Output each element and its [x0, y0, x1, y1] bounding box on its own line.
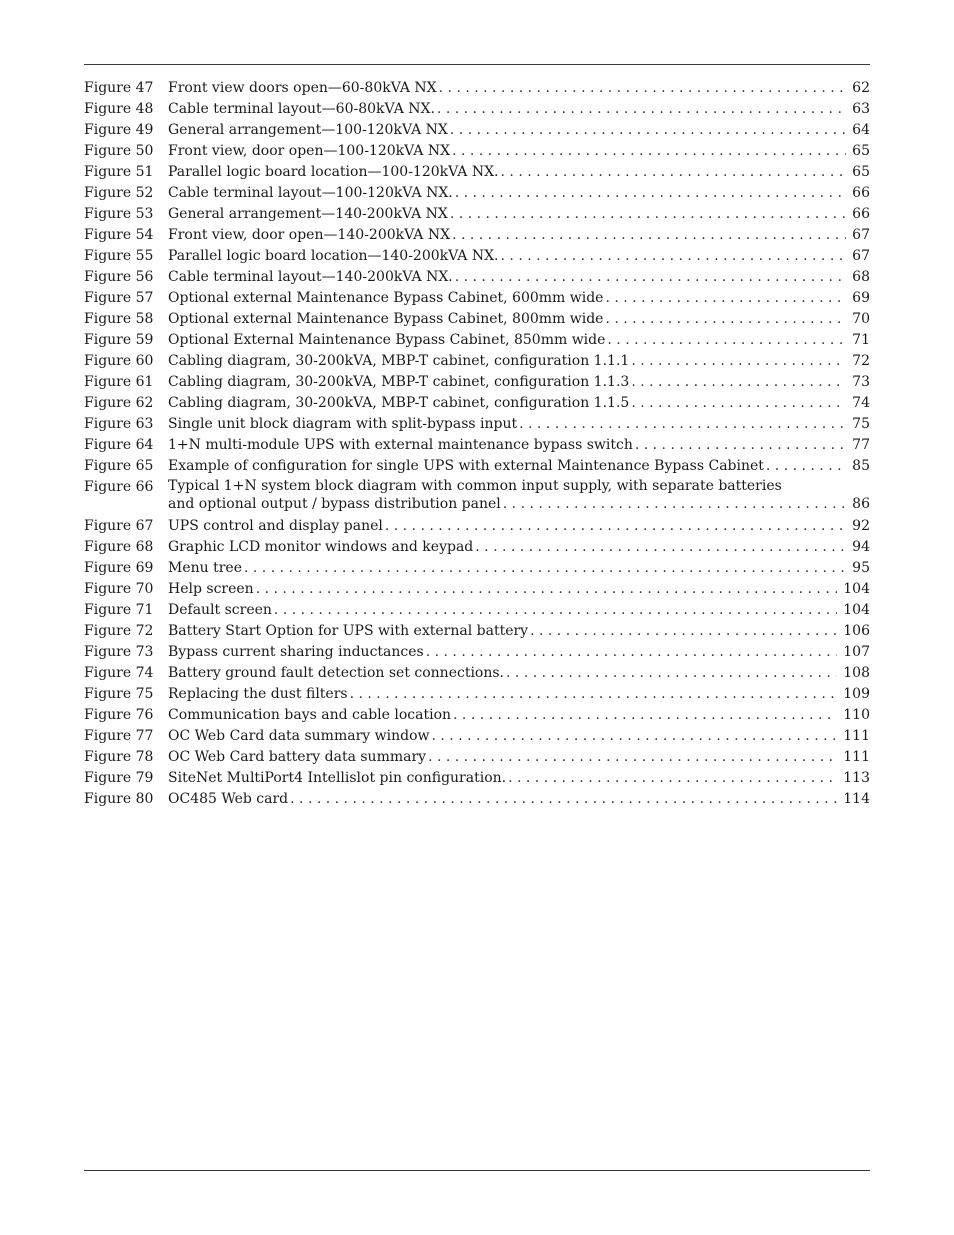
figure-number: Figure 70	[84, 581, 154, 597]
figure-title: Cable terminal layout—140-200kVA NX.	[168, 269, 453, 285]
figure-title: Help screen	[168, 581, 254, 597]
figure-title: OC Web Card data summary window	[168, 728, 430, 744]
figure-number: Figure 78	[84, 749, 154, 765]
dot-leader	[519, 414, 846, 435]
toc-entry[interactable]	[84, 477, 870, 516]
toc-entry[interactable]	[84, 393, 870, 414]
toc-entry[interactable]	[84, 183, 870, 204]
figure-number: Figure 69	[84, 560, 154, 576]
dot-leader	[455, 183, 846, 204]
figure-number: Figure 62	[84, 395, 154, 411]
figure-number: Figure 59	[84, 332, 154, 348]
page-number: 66	[852, 206, 870, 222]
toc-entry[interactable]	[84, 726, 870, 747]
toc-entry[interactable]	[84, 351, 870, 372]
toc-entry[interactable]	[84, 120, 870, 141]
dot-leader	[452, 141, 846, 162]
page-number: 72	[852, 353, 870, 369]
page-number: 106	[843, 623, 870, 639]
toc-entry[interactable]	[84, 579, 870, 600]
figure-number: Figure 57	[84, 290, 154, 306]
toc-entry[interactable]	[84, 705, 870, 726]
dot-leader	[475, 537, 846, 558]
figure-title: Menu tree	[168, 560, 242, 576]
page-number: 104	[843, 581, 870, 597]
page-number: 107	[843, 644, 870, 660]
figure-title: Battery ground fault detection set connections.	[168, 665, 505, 681]
footer-rule	[84, 1170, 870, 1171]
figure-title: SiteNet MultiPort4 Intellislot pin configuration.	[168, 770, 507, 786]
figure-number: Figure 72	[84, 623, 154, 639]
figure-title: Cable terminal layout—100-120kVA NX.	[168, 185, 453, 201]
list-of-figures	[84, 78, 870, 810]
dot-leader	[605, 288, 846, 309]
page-number: 85	[852, 458, 870, 474]
figure-number: Figure 52	[84, 185, 154, 201]
figure-title: Typical 1+N system block diagram with common input supply, with separate batteries	[168, 478, 782, 494]
figure-number: Figure 56	[84, 269, 154, 285]
dot-leader	[290, 789, 837, 810]
dot-leader	[501, 162, 847, 183]
figure-title: Parallel logic board location—140-200kVA NX.	[168, 248, 499, 264]
page-number: 111	[843, 728, 870, 744]
dot-leader	[631, 372, 846, 393]
figure-title: Cabling diagram, 30-200kVA, MBP-T cabinet, configuration 1.1.3	[168, 374, 630, 390]
figure-title: Optional external Maintenance Bypass Cabinet, 800mm wide	[168, 311, 604, 327]
page-number: 94	[852, 539, 870, 555]
toc-entry[interactable]	[84, 414, 870, 435]
dot-leader	[450, 204, 846, 225]
page-number: 74	[852, 395, 870, 411]
toc-entry[interactable]	[84, 642, 870, 663]
dot-leader	[530, 621, 837, 642]
figure-title: Front view, door open—140-200kVA NX	[168, 227, 451, 243]
figure-title: Optional External Maintenance Bypass Cabinet, 850mm wide	[168, 332, 606, 348]
page-number: 114	[843, 791, 870, 807]
figure-title: Example of configuration for single UPS with external Maintenance Bypass Cabinet	[168, 458, 764, 474]
toc-entry[interactable]	[84, 204, 870, 225]
figure-title: Bypass current sharing inductances	[168, 644, 424, 660]
toc-entry[interactable]	[84, 663, 870, 684]
toc-entry[interactable]	[84, 537, 870, 558]
page-number: 113	[843, 770, 870, 786]
page-number: 67	[852, 227, 870, 243]
dot-leader	[607, 330, 846, 351]
toc-entry[interactable]	[84, 162, 870, 183]
page-number: 95	[852, 560, 870, 576]
toc-entry[interactable]	[84, 435, 870, 456]
dot-leader	[506, 663, 837, 684]
page-number: 73	[852, 374, 870, 390]
toc-entry[interactable]	[84, 789, 870, 810]
toc-entry[interactable]	[84, 141, 870, 162]
page-number: 75	[852, 416, 870, 432]
figure-number: Figure 61	[84, 374, 154, 390]
figure-number: Figure 50	[84, 143, 154, 159]
dot-leader	[274, 600, 837, 621]
figure-number: Figure 51	[84, 164, 154, 180]
figure-title: OC Web Card battery data summary	[168, 749, 427, 765]
figure-number: Figure 63	[84, 416, 154, 432]
page-number: 92	[852, 518, 870, 534]
toc-entry[interactable]	[84, 558, 870, 579]
toc-entry[interactable]	[84, 99, 870, 120]
page-number: 77	[852, 437, 870, 453]
figure-number: Figure 80	[84, 791, 154, 807]
figure-number: Figure 64	[84, 437, 154, 453]
figure-title: Front view doors open—60-80kVA NX	[168, 80, 437, 96]
toc-entry[interactable]	[84, 225, 870, 246]
figure-number: Figure 58	[84, 311, 154, 327]
figure-number: Figure 73	[84, 644, 154, 660]
page-number: 109	[843, 686, 870, 702]
page-number: 86	[852, 496, 870, 512]
dot-leader	[766, 456, 846, 477]
toc-entry[interactable]	[84, 768, 870, 789]
toc-entry[interactable]	[84, 330, 870, 351]
figure-number: Figure 68	[84, 539, 154, 555]
page-number: 65	[852, 164, 870, 180]
dot-leader	[385, 516, 846, 537]
dot-leader	[439, 78, 847, 99]
dot-leader	[508, 768, 837, 789]
figure-number: Figure 48	[84, 101, 154, 117]
page-number: 66	[852, 185, 870, 201]
figure-title: Communication bays and cable location	[168, 707, 452, 723]
figure-number: Figure 54	[84, 227, 154, 243]
figure-number: Figure 76	[84, 707, 154, 723]
figure-title: Replacing the dust filters	[168, 686, 348, 702]
page-number: 67	[852, 248, 870, 264]
toc-entry[interactable]	[84, 684, 870, 705]
page-number: 65	[852, 143, 870, 159]
figure-number: Figure 49	[84, 122, 154, 138]
dot-leader	[635, 435, 846, 456]
toc-entry[interactable]	[84, 267, 870, 288]
figure-number: Figure 75	[84, 686, 154, 702]
figure-title: Battery Start Option for UPS with external battery	[168, 623, 529, 639]
dot-leader	[503, 495, 846, 513]
figure-title: Parallel logic board location—100-120kVA NX.	[168, 164, 499, 180]
dot-leader	[256, 579, 838, 600]
dot-leader	[244, 558, 846, 579]
toc-entry[interactable]	[84, 516, 870, 537]
dot-leader	[437, 99, 846, 120]
toc-entry[interactable]	[84, 456, 870, 477]
figure-number: Figure 66	[84, 479, 154, 495]
toc-entry[interactable]	[84, 747, 870, 768]
toc-entry[interactable]	[84, 288, 870, 309]
figure-title: UPS control and display panel	[168, 518, 383, 534]
dot-leader	[428, 747, 837, 768]
dot-leader	[631, 393, 846, 414]
page-number: 71	[852, 332, 870, 348]
toc-entry[interactable]	[84, 600, 870, 621]
figure-title: Cable terminal layout—60-80kVA NX.	[168, 101, 435, 117]
figure-title: General arrangement—140-200kVA NX	[168, 206, 448, 222]
figure-title: Front view, door open—100-120kVA NX	[168, 143, 451, 159]
toc-entry[interactable]	[84, 372, 870, 393]
dot-leader	[455, 267, 846, 288]
page-number: 68	[852, 269, 870, 285]
page-number: 62	[852, 80, 870, 96]
figure-number: Figure 65	[84, 458, 154, 474]
figure-number: Figure 53	[84, 206, 154, 222]
figure-number: Figure 55	[84, 248, 154, 264]
figure-number: Figure 47	[84, 80, 154, 96]
dot-leader	[453, 705, 837, 726]
figure-number: Figure 67	[84, 518, 154, 534]
figure-title: General arrangement—100-120kVA NX	[168, 122, 448, 138]
figure-title: Optional external Maintenance Bypass Cabinet, 600mm wide	[168, 290, 604, 306]
page-number: 63	[852, 101, 870, 117]
dot-leader	[450, 120, 846, 141]
figure-title: Cabling diagram, 30-200kVA, MBP-T cabinet, configuration 1.1.1	[168, 353, 630, 369]
page-number: 110	[843, 707, 870, 723]
page-number: 108	[843, 665, 870, 681]
page-number: 64	[852, 122, 870, 138]
figure-number: Figure 79	[84, 770, 154, 786]
toc-entry[interactable]	[84, 78, 870, 99]
figure-title: Default screen	[168, 602, 272, 618]
dot-leader	[426, 642, 838, 663]
dot-leader	[605, 309, 846, 330]
figure-number: Figure 77	[84, 728, 154, 744]
figure-number: Figure 60	[84, 353, 154, 369]
page-number: 70	[852, 311, 870, 327]
figure-title: OC485 Web card	[168, 791, 289, 807]
header-rule	[84, 64, 870, 65]
toc-entry[interactable]	[84, 309, 870, 330]
dot-leader	[501, 246, 847, 267]
dot-leader	[631, 351, 846, 372]
figure-title: Single unit block diagram with split-bypass input	[168, 416, 518, 432]
toc-entry[interactable]	[84, 621, 870, 642]
page-number: 111	[843, 749, 870, 765]
dot-leader	[452, 225, 846, 246]
dot-leader	[431, 726, 837, 747]
figure-title: 1+N multi-module UPS with external maintenance bypass switch	[168, 437, 633, 453]
figure-number: Figure 71	[84, 602, 154, 618]
page-number: 104	[843, 602, 870, 618]
toc-entry[interactable]	[84, 246, 870, 267]
figure-title: Cabling diagram, 30-200kVA, MBP-T cabinet, configuration 1.1.5	[168, 395, 630, 411]
dot-leader	[350, 684, 838, 705]
page-number: 69	[852, 290, 870, 306]
figure-title: Graphic LCD monitor windows and keypad	[168, 539, 474, 555]
figure-title-continued: and optional output / bypass distribution panel	[168, 496, 501, 512]
figure-number: Figure 74	[84, 665, 154, 681]
